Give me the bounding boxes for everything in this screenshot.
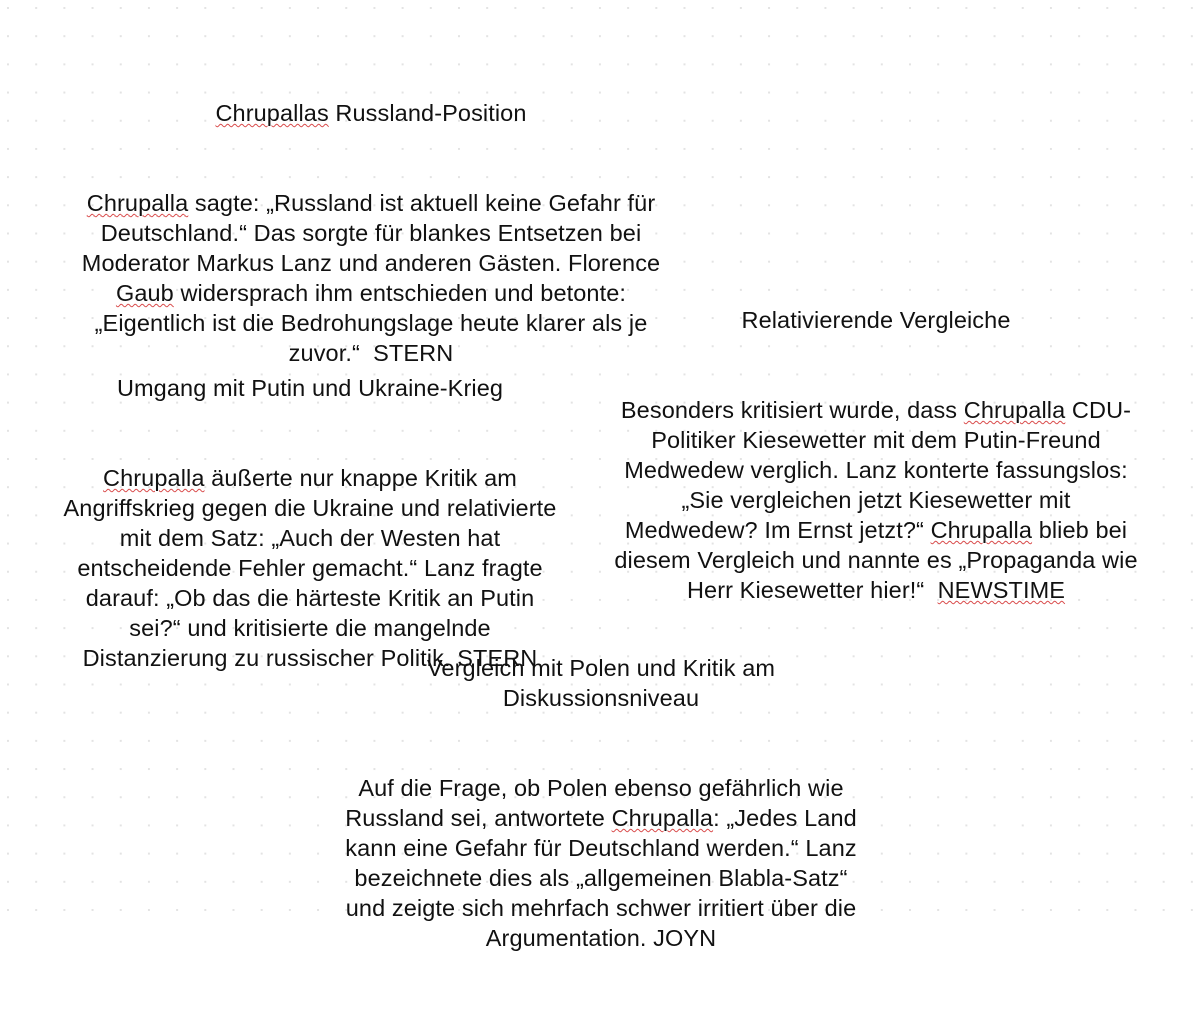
spellcheck-underline: Chrupalla (930, 517, 1033, 543)
spellcheck-underline: Chrupalla (103, 465, 205, 491)
spellcheck-underline: Gaub (115, 280, 174, 306)
note-body: Chrupalla äußerte nur knappe Kritik am Angriffskrieg gegen die Ukraine und relativierte mit dem Satz: „Auch der Westen hat entscheidende Fehler gemacht.“ Lanz fragte darauf: „Ob das die härteste Kritik an Putin sei?“ und kritisierte die mangelnde Distanzierung zu russischer Politik. STERN (63, 465, 564, 671)
spellcheck-underline: Chrupallas (215, 100, 329, 126)
spellcheck-underline: Chrupalla (611, 805, 714, 831)
note-body: Chrupalla sagte: „Russland ist aktuell keine Gefahr für Deutschland.“ Das sorgte für blankes Entsetzen bei Moderator Markus Lanz und anderen Gästen. Florence Gaub widersprach ihm entschieden und betonte: „Eigentlich ist die Bedrohungslage heute klarer als je zuvor.“ STERN (81, 190, 667, 366)
note-title: Relativierende Vergleiche (741, 307, 1011, 333)
spellcheck-underline: Chrupalla (86, 190, 189, 216)
note-title: Vergleich mit Polen und Kritik am Diskussionsniveau (426, 655, 782, 711)
note-title: Umgang mit Putin und Ukraine-Krieg (116, 375, 504, 401)
spellcheck-underline: Chrupalla (963, 397, 1066, 423)
note-vergleich-polen-diskussionsniveau[interactable] (340, 593, 862, 1013)
note-body: Besonders kritisiert wurde, dass Chrupalla CDU-Politiker Kiesewetter mit dem Putin-Freund Medwedew verglich. Lanz konterte fassungslos: „Sie vergleichen jetzt Kiesewetter mit Medwedew? Im Ernst jetzt?“ Chrupalla blieb bei diesem Vergleich und nannte es „Propaganda wie Herr Kiesewetter hier!“ NEWSTIME (614, 397, 1145, 603)
note-title: Chrupallas Russland-Position (215, 100, 527, 126)
spellcheck-underline: NEWSTIME (937, 577, 1066, 603)
note-body: Auf die Frage, ob Polen ebenso gefährlich wie Russland sei, antwortete Chrupalla: „Jedes Land kann eine Gefahr für Deutschland werden.“ Lanz bezeichnete dies als „allgemeinen Blabla-Satz“ und zeigte sich mehrfach schwer irritiert über die Argumentation. JOYN (345, 775, 864, 951)
